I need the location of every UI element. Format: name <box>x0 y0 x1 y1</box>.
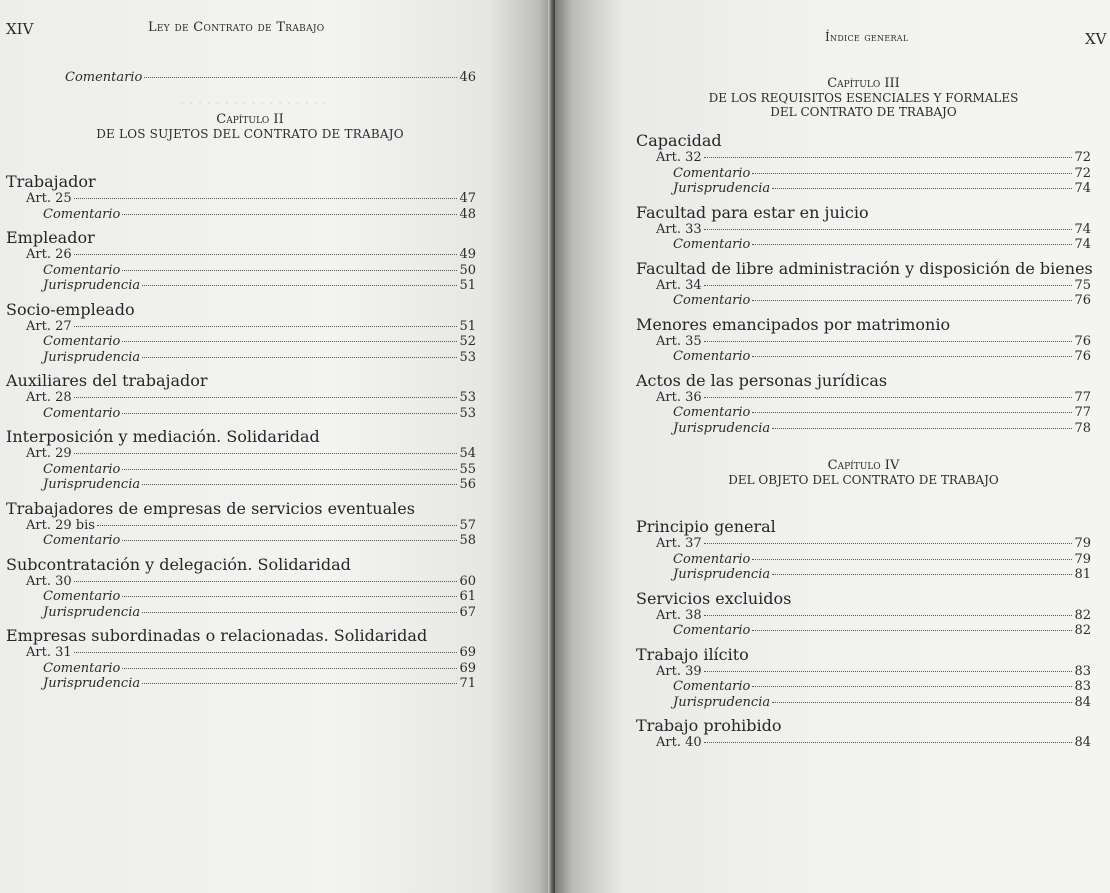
chapter-heading <box>60 112 440 142</box>
entry-page: 48 <box>459 206 476 222</box>
entry-label: Jurisprudencia <box>673 420 771 436</box>
dot-leader <box>122 540 457 541</box>
toc-entry <box>6 319 476 335</box>
dot-leader <box>752 412 1072 413</box>
entry-label: Comentario <box>673 165 751 181</box>
entry-label: Art. 26 <box>26 247 72 262</box>
right-page <box>555 0 1110 893</box>
entry-label: Comentario <box>43 262 121 278</box>
entry-label: Art. 32 <box>656 150 702 165</box>
entry-page: 55 <box>459 461 476 477</box>
dot-leader <box>144 77 457 78</box>
entry-label: Comentario <box>43 660 121 676</box>
entry-label: Art. 33 <box>656 221 702 237</box>
toc-entry <box>636 349 1091 365</box>
entry-label: Comentario <box>673 551 751 567</box>
dot-leader <box>74 254 458 255</box>
toc-entry <box>636 735 1091 751</box>
entry-label: Comentario <box>673 293 751 308</box>
toc-entry <box>636 567 1091 583</box>
dot-leader <box>142 285 457 286</box>
toc-entry <box>636 664 1091 680</box>
chapter-label: Capítulo II <box>216 112 284 127</box>
dot-leader <box>704 341 1073 342</box>
dot-leader <box>772 428 1072 429</box>
entry-page: 71 <box>459 676 476 691</box>
section-title: Facultad para estar en juicio <box>636 202 869 222</box>
toc-entry <box>636 679 1091 695</box>
entry-page: 84 <box>1074 694 1091 710</box>
toc-entry <box>636 421 1091 437</box>
toc-entry <box>6 645 476 661</box>
entry-page: 75 <box>1074 277 1091 293</box>
dot-leader <box>122 270 457 271</box>
entry-label: Comentario <box>43 461 121 477</box>
entry-page: 83 <box>1074 679 1091 694</box>
section-title: Facultad de libre administración y disposición de bienes <box>636 258 1093 278</box>
entry-page: 82 <box>1074 607 1091 623</box>
dot-leader <box>752 244 1072 245</box>
entry-page: 77 <box>1074 405 1091 420</box>
entry-label: Art. 34 <box>656 277 702 293</box>
toc-entry <box>6 207 476 223</box>
toc-entry <box>636 390 1091 406</box>
entry-label: Art. 38 <box>656 607 702 623</box>
dot-leader <box>122 413 457 414</box>
toc-list <box>6 172 476 692</box>
dot-leader <box>74 326 458 327</box>
entry-page: 52 <box>459 334 476 349</box>
entry-page: 84 <box>1074 735 1091 750</box>
toc-entry <box>636 278 1091 294</box>
entry-page: 72 <box>1074 150 1091 165</box>
dot-leader <box>704 543 1073 544</box>
entry-page: 81 <box>1074 567 1091 582</box>
toc-entry <box>6 191 476 207</box>
dot-leader <box>74 581 458 582</box>
dot-leader <box>752 356 1072 357</box>
entry-label: Art. 29 bis <box>26 517 95 533</box>
entry-label: Art. 39 <box>656 663 702 679</box>
toc-entry <box>636 293 1091 309</box>
entry-page: 83 <box>1074 663 1091 679</box>
toc-entry <box>6 518 476 534</box>
entry-page: 74 <box>1074 181 1091 196</box>
toc-entry <box>6 446 476 462</box>
entry-page: 72 <box>1074 165 1091 181</box>
entry-page: 57 <box>459 517 476 533</box>
entry-page: 76 <box>1074 349 1091 364</box>
entry-page: 77 <box>1074 389 1091 405</box>
entry-page: 74 <box>1074 221 1091 237</box>
section-title: Menores emancipados por matrimonio <box>636 314 951 334</box>
section-title: Interposición y mediación. Solidaridad <box>6 427 320 446</box>
dot-leader <box>704 157 1073 158</box>
toc-entry <box>6 676 476 692</box>
entry-label: Jurisprudencia <box>673 181 771 196</box>
entry-page: 51 <box>459 318 476 334</box>
chapter-heading <box>636 458 1091 487</box>
section-title: Auxiliares del trabajador <box>6 371 208 390</box>
entry-label: Art. 36 <box>656 389 702 405</box>
entry-page: 78 <box>1074 420 1091 436</box>
toc-entry <box>636 608 1091 624</box>
dot-leader <box>74 652 458 653</box>
section-title: Actos de las personas jurídicas <box>636 370 888 390</box>
toc-entry <box>636 181 1091 197</box>
chapter-title: DE LOS REQUISITOS ESENCIALES Y FORMALES <box>708 91 1019 105</box>
entry-label: Art. 37 <box>656 536 702 551</box>
entry-label: Jurisprudencia <box>43 604 141 620</box>
dot-leader <box>704 742 1073 743</box>
toc-entry <box>636 405 1091 421</box>
toc-entry <box>6 574 476 590</box>
chapter-title: DE LOS SUJETOS DEL CONTRATO DE TRABAJO <box>96 127 404 141</box>
dot-leader <box>142 683 457 684</box>
entry-label: Comentario <box>65 70 143 85</box>
dot-leader <box>704 671 1073 672</box>
entry-label: Comentario <box>673 405 751 420</box>
chapter-label: Capítulo IV <box>827 458 900 473</box>
toc-entry <box>636 334 1091 350</box>
section-title: Trabajador <box>6 172 96 191</box>
dot-leader <box>122 668 457 669</box>
entry-label: Art. 31 <box>26 645 72 660</box>
entry-page: 53 <box>459 349 476 365</box>
entry-page: 58 <box>459 533 476 548</box>
toc-entry <box>6 263 476 279</box>
section-title: Principio general <box>636 517 776 536</box>
entry-page: 67 <box>459 604 476 620</box>
entry-page: 54 <box>459 446 476 461</box>
entry-label: Jurisprudencia <box>43 676 141 691</box>
section-title: Trabajadores de empresas de servicios eventuales <box>6 498 415 518</box>
chapter-title: DEL CONTRATO DE TRABAJO <box>770 105 957 119</box>
entry-label: Jurisprudencia <box>43 349 141 365</box>
entry-label: Comentario <box>43 533 121 548</box>
entry-label: Comentario <box>673 679 751 694</box>
toc-entry <box>6 533 476 549</box>
entry-label: Art. 28 <box>26 390 72 405</box>
bleed-through-text: . . . . . . . . . . . . . . . . . <box>180 92 327 108</box>
entry-label: Jurisprudencia <box>43 477 141 492</box>
entry-page: 79 <box>1074 551 1091 567</box>
section-title: Capacidad <box>636 131 722 150</box>
section-title: Trabajo ilícito <box>636 644 749 664</box>
dot-leader <box>772 188 1072 189</box>
section-title: Servicios excluidos <box>636 588 792 608</box>
chapter-sections <box>636 131 1091 436</box>
chapter-label: Capítulo III <box>827 76 900 91</box>
entry-page: 60 <box>459 573 476 589</box>
dot-leader <box>752 630 1072 631</box>
toc-entry <box>6 334 476 350</box>
toc-entry <box>636 150 1091 166</box>
page-folio: XV <box>1085 30 1107 48</box>
entry-page: 79 <box>1074 536 1091 551</box>
toc-entry <box>6 278 476 294</box>
toc-entry <box>636 237 1091 253</box>
entry-page: 69 <box>459 660 476 676</box>
dot-leader <box>704 615 1073 616</box>
toc-pre-entries <box>8 70 476 86</box>
toc-entry <box>6 605 476 621</box>
chapter-sections <box>636 517 1091 751</box>
running-head: Índice general <box>825 30 909 44</box>
entry-page: 49 <box>459 247 476 262</box>
entry-page: 51 <box>459 278 476 293</box>
entry-label: Comentario <box>43 405 121 421</box>
section-title: Trabajo prohibido <box>636 716 782 735</box>
entry-page: 53 <box>459 390 476 405</box>
entry-label: Jurisprudencia <box>43 278 141 293</box>
dot-leader <box>704 229 1073 230</box>
dot-leader <box>74 453 458 454</box>
entry-label: Comentario <box>673 349 751 364</box>
section-title: Empleador <box>6 228 95 247</box>
dot-leader <box>74 198 458 199</box>
entry-label: Art. 27 <box>26 318 72 334</box>
dot-leader <box>122 214 457 215</box>
entry-label: Art. 35 <box>656 333 702 349</box>
entry-label: Comentario <box>43 206 121 222</box>
running-head: Ley de Contrato de Trabajo <box>148 20 325 35</box>
entry-label: Jurisprudencia <box>673 567 771 582</box>
entry-page: 47 <box>459 191 476 206</box>
entry-page: 56 <box>459 477 476 492</box>
dot-leader <box>752 559 1072 560</box>
dot-leader <box>142 357 457 358</box>
chapter-gap <box>636 436 1091 458</box>
toc-list <box>636 76 1091 751</box>
dot-leader <box>122 341 457 342</box>
dot-leader <box>704 285 1073 286</box>
toc-entry <box>6 247 476 263</box>
section-title: Socio-empleado <box>6 299 135 319</box>
toc-entry <box>6 406 476 422</box>
chapter-heading <box>636 76 1091 119</box>
toc-entry <box>636 623 1091 639</box>
dot-leader <box>97 525 458 526</box>
entry-page: 61 <box>459 589 476 604</box>
dot-leader <box>772 702 1072 703</box>
toc-entry <box>6 462 476 478</box>
toc-entry <box>636 536 1091 552</box>
page-folio: XIV <box>6 20 34 38</box>
dot-leader <box>752 300 1072 301</box>
entry-label: Art. 40 <box>656 735 702 750</box>
toc-entry <box>636 552 1091 568</box>
dot-leader <box>752 686 1072 687</box>
entry-label: Art. 30 <box>26 573 72 589</box>
entry-label: Comentario <box>673 623 751 638</box>
toc-entry <box>6 589 476 605</box>
dot-leader <box>772 574 1072 575</box>
toc-entry <box>6 350 476 366</box>
entry-label: Comentario <box>43 589 121 604</box>
entry-page: 50 <box>459 262 476 278</box>
dot-leader <box>752 173 1072 174</box>
dot-leader <box>142 612 457 613</box>
entry-page: 53 <box>459 405 476 421</box>
toc-entry <box>636 695 1091 711</box>
dot-leader <box>122 596 457 597</box>
toc-entry <box>8 70 476 86</box>
dot-leader <box>74 397 458 398</box>
chapter-title: DEL OBJETO DEL CONTRATO DE TRABAJO <box>728 473 999 487</box>
entry-page: 46 <box>459 70 476 85</box>
dot-leader <box>122 469 457 470</box>
dot-leader <box>704 397 1073 398</box>
section-title: Empresas subordinadas o relacionadas. Solidaridad <box>6 626 428 645</box>
toc-entry <box>6 477 476 493</box>
toc-entry <box>636 166 1091 182</box>
toc-entry <box>6 661 476 677</box>
section-title: Subcontratación y delegación. Solidaridad <box>6 554 351 574</box>
entry-label: Jurisprudencia <box>673 694 771 710</box>
entry-page: 69 <box>459 645 476 660</box>
entry-page: 82 <box>1074 623 1091 638</box>
toc-entry <box>6 390 476 406</box>
entry-label: Comentario <box>43 334 121 349</box>
entry-page: 74 <box>1074 237 1091 252</box>
dot-leader <box>142 484 457 485</box>
entry-label: Comentario <box>673 237 751 252</box>
entry-page: 76 <box>1074 333 1091 349</box>
toc-entry <box>636 222 1091 238</box>
entry-label: Art. 25 <box>26 191 72 206</box>
entry-page: 76 <box>1074 293 1091 308</box>
entry-label: Art. 29 <box>26 446 72 461</box>
